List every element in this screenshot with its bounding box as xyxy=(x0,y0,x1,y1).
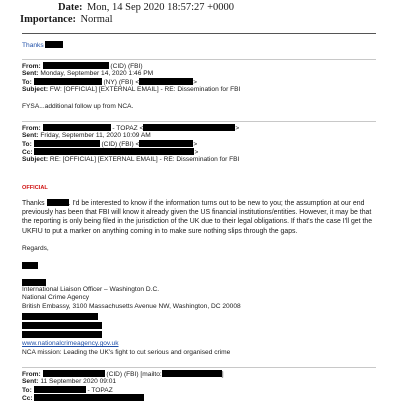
sent-value: 11 September 2020 09:01 xyxy=(40,378,117,385)
email1-sent xyxy=(22,70,153,78)
header-divider xyxy=(22,33,376,34)
greeting-text: Thanks xyxy=(22,42,44,49)
cc-label: Cc: xyxy=(22,395,33,402)
redaction-block xyxy=(47,199,69,206)
date-value: Mon, 14 Sep 2020 18:57:27 +0000 xyxy=(86,2,235,13)
redaction-block xyxy=(139,78,193,85)
from-label: From: xyxy=(22,371,41,378)
to-label: To: xyxy=(22,79,32,86)
email3-cc xyxy=(22,394,144,403)
from-suffix: (CID) (FBI) [ xyxy=(106,371,143,378)
redaction-block xyxy=(43,370,105,377)
subject-value: FW: [OFFICIAL] [EXTERNAL EMAIL] - RE: Dissemination for FBI xyxy=(49,86,241,93)
signature-redacted-line xyxy=(22,279,46,286)
cc-end: > xyxy=(194,149,199,156)
sent-value: Friday, September 11, 2020 10:09 AM xyxy=(40,132,151,139)
signature-mission: NCA mission: Leading the UK's fight to cut serious and organised crime xyxy=(22,349,231,356)
redaction-block xyxy=(43,124,111,131)
sent-label: Sent: xyxy=(22,132,39,139)
signature-address: British Embassy, 3100 Massachusetts Avenue NW, Washington, DC 20008 xyxy=(22,303,241,310)
email1-body xyxy=(22,103,133,111)
email1-subject xyxy=(22,86,240,94)
nca-website-link[interactable]: www.nationalcrimeagency.gov.uk xyxy=(22,340,119,347)
classification-label: OFFICIAL xyxy=(22,185,48,191)
importance-label: Importance: xyxy=(20,14,76,25)
email-divider xyxy=(22,121,376,122)
to-suffix: (NY) (FBI) < xyxy=(103,79,140,86)
redaction-block xyxy=(22,322,102,329)
from-suffix: - TOPAZ < xyxy=(112,125,144,132)
mailto-text: mailto: xyxy=(142,371,162,378)
redaction-block xyxy=(34,78,102,85)
redaction-block xyxy=(22,313,98,320)
to-label: To: xyxy=(22,387,32,394)
redaction-block xyxy=(43,62,109,69)
signature-link-line xyxy=(22,340,119,348)
email2-subject xyxy=(22,156,239,164)
to-label: To: xyxy=(22,141,32,148)
email-divider xyxy=(22,59,376,60)
signature-org: National Crime Agency xyxy=(22,294,90,301)
redaction-block xyxy=(22,262,38,269)
from-label: From: xyxy=(22,125,41,132)
from-end: ] xyxy=(221,371,224,378)
redaction-block xyxy=(143,124,235,131)
email3-sent xyxy=(22,378,116,386)
regards: Regards, xyxy=(22,245,49,252)
to-end: > xyxy=(193,141,198,148)
sent-value: Monday, September 14, 2020 1:46 PM xyxy=(40,70,154,77)
importance-value: Normal xyxy=(80,14,113,25)
sent-label: Sent: xyxy=(22,70,39,77)
subject-value: RE: [OFFICIAL] [EXTERNAL EMAIL] - RE: Dissemination for FBI xyxy=(49,156,240,163)
thanks-text: Thanks xyxy=(22,200,45,207)
greeting-line xyxy=(22,41,63,50)
date-label: Date: xyxy=(58,2,83,13)
to-suffix: (CID) (FBI) < xyxy=(101,141,140,148)
signature-name xyxy=(22,262,38,269)
from-label: From: xyxy=(22,63,41,70)
cc-label: Cc: xyxy=(22,149,33,156)
signature-redacted-block xyxy=(22,313,102,338)
header-importance xyxy=(20,9,113,27)
email2-body xyxy=(22,199,374,236)
redaction-block xyxy=(34,386,86,393)
redaction-block xyxy=(162,370,222,377)
signature-title: International Liaison Officer – Washington D.C. xyxy=(22,286,160,293)
body-text: FYSA...additional follow up from NCA. xyxy=(22,103,134,110)
body-text: . I'd be interested to know if the information turns out to be new to you; the assumption at our end previously has been that FBI will know it already given the US financial institutions/entities. However, it may be that the reporting is only being filed in the jurisdiction of the UK due to their legal obligations. If that's the case I'll get the UKFIU to put a marker on anything coming in to make sure nothing slips through the gaps. xyxy=(22,200,373,235)
redaction-block xyxy=(34,140,100,147)
from-end: > xyxy=(235,125,240,132)
to-suffix: - TOPAZ xyxy=(87,387,113,394)
redaction-block xyxy=(22,279,46,286)
to-end: > xyxy=(193,79,198,86)
email2-sent xyxy=(22,132,151,140)
redaction-block xyxy=(45,41,63,48)
redaction-block xyxy=(139,140,193,147)
email-divider xyxy=(22,367,376,368)
redaction-block xyxy=(34,148,194,155)
sent-label: Sent: xyxy=(22,378,39,385)
subject-label: Subject: xyxy=(22,156,49,163)
from-suffix: (CID) (FBI) xyxy=(110,63,143,70)
redaction-block xyxy=(22,331,102,338)
subject-label: Subject: xyxy=(22,86,49,93)
